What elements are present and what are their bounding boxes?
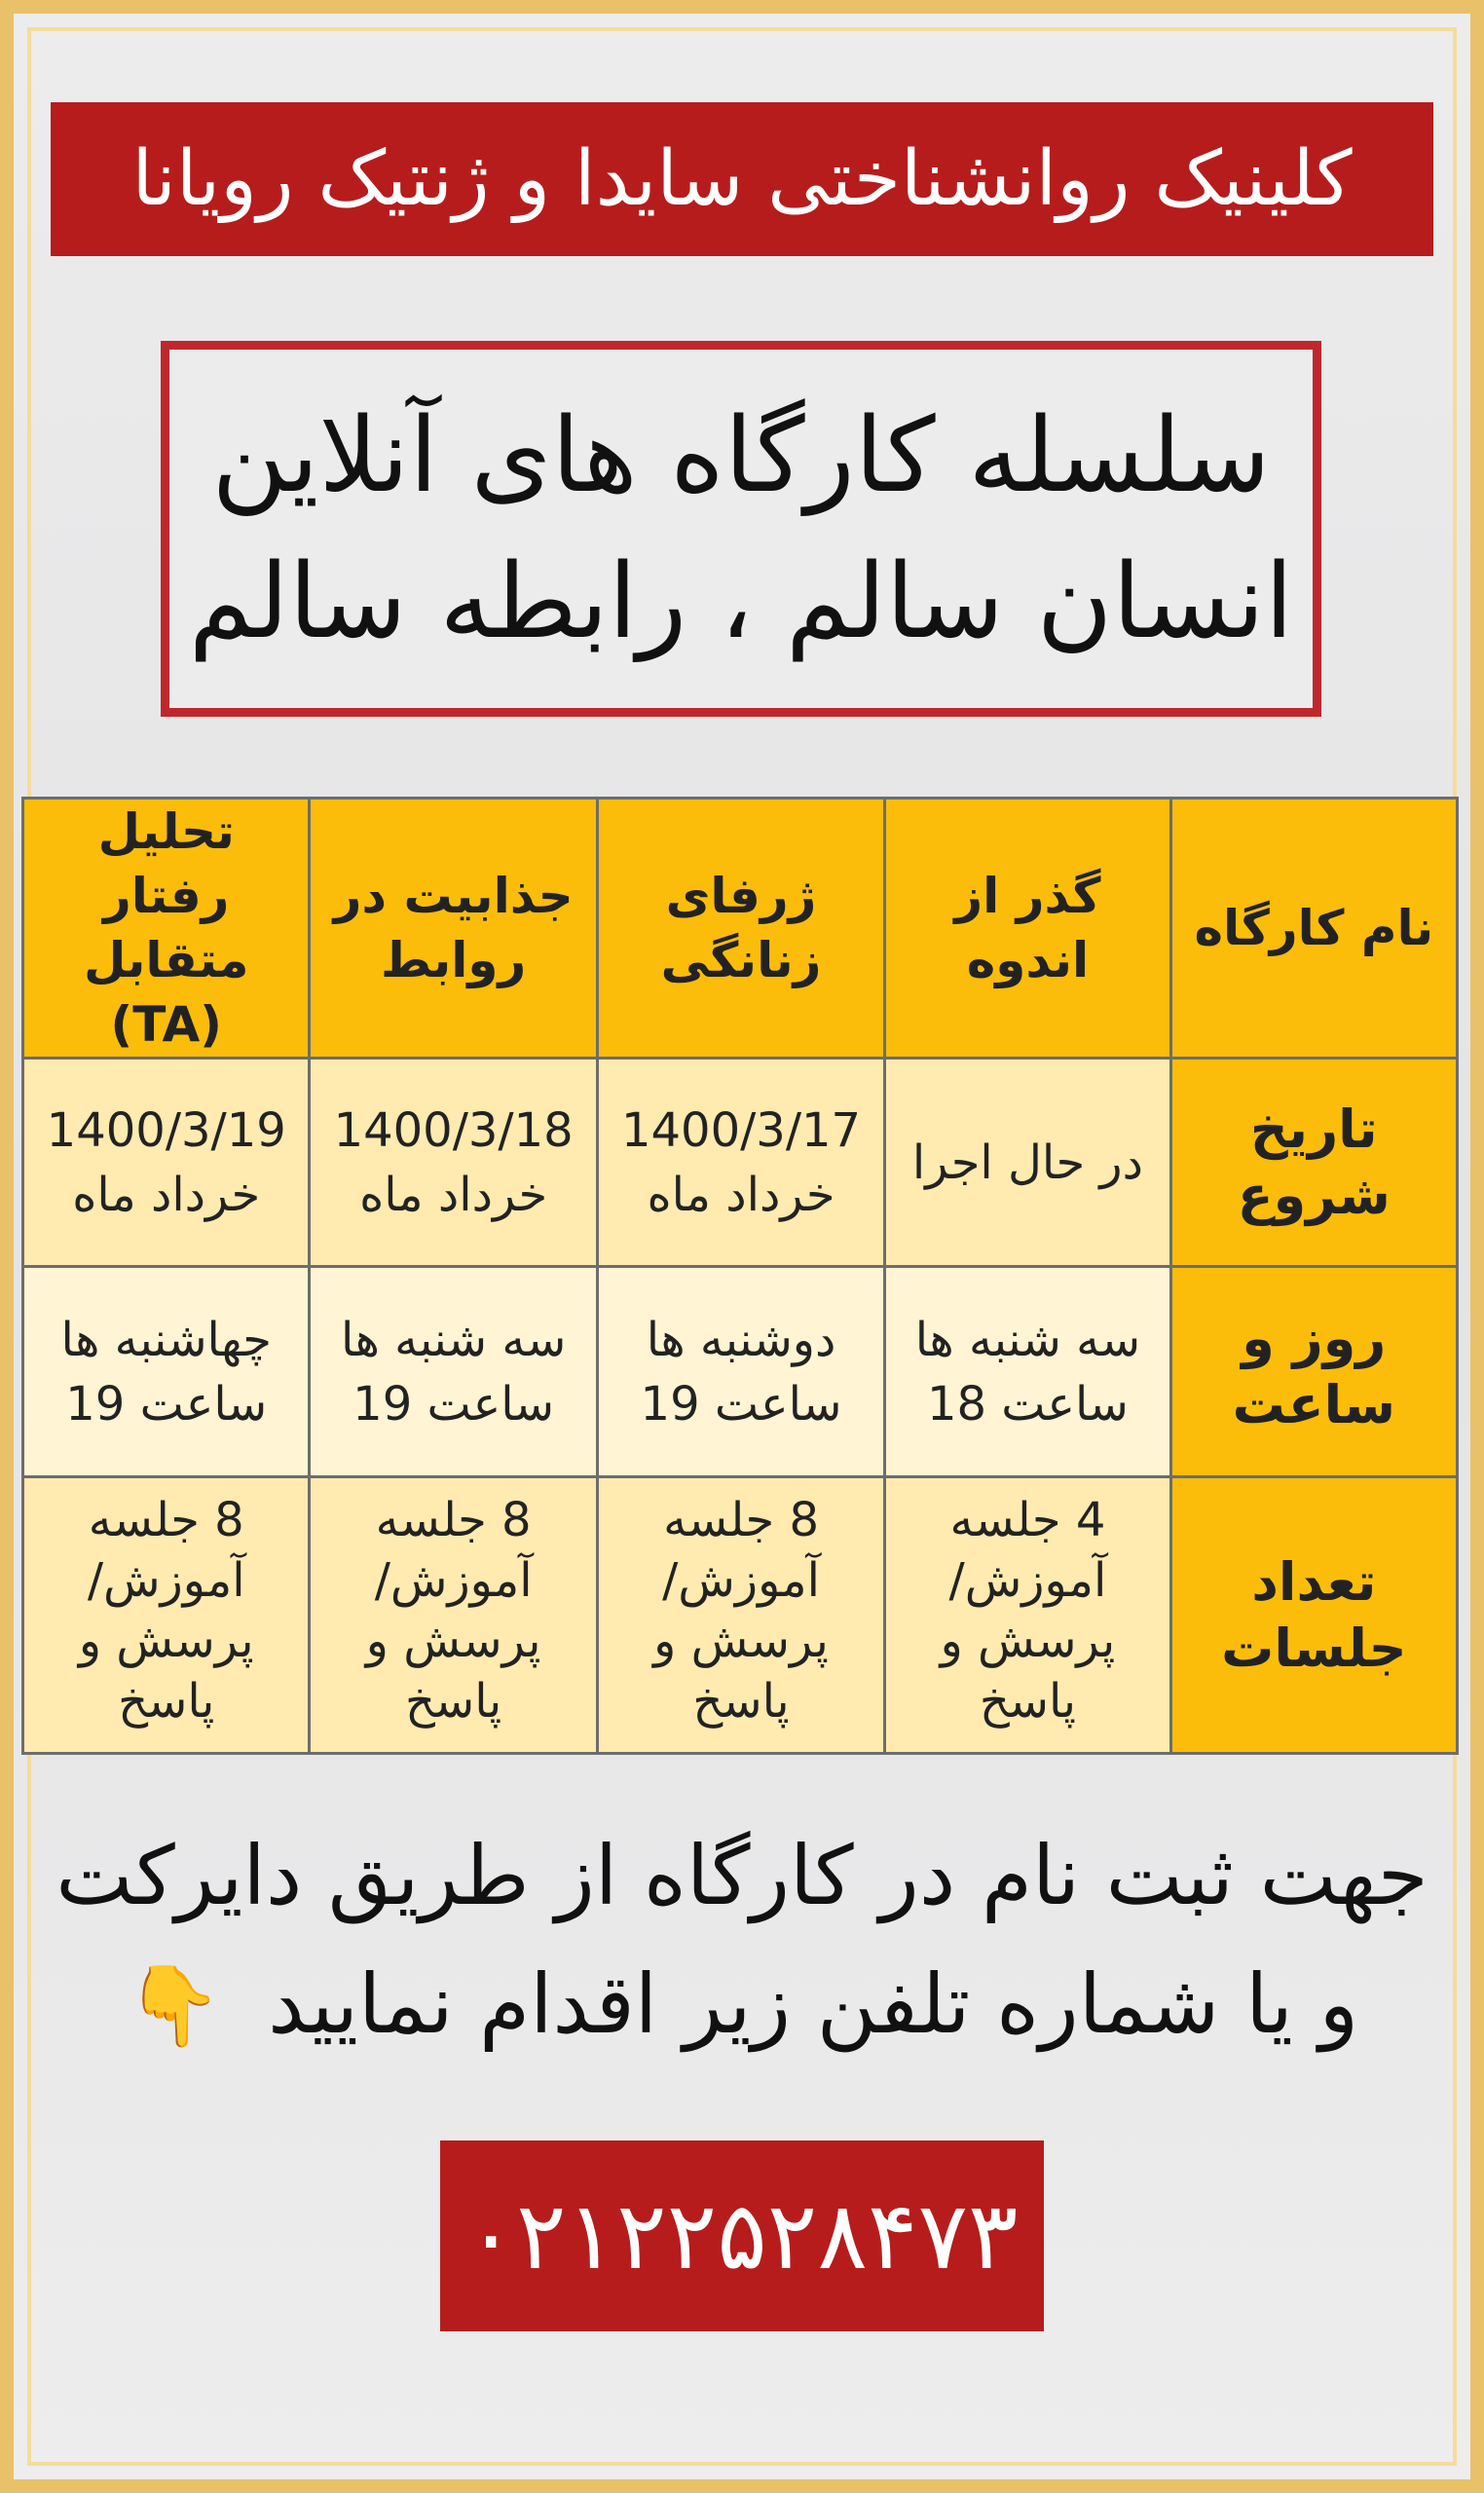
start-date-cell: در حال اجرا [885, 1059, 1170, 1267]
table-row-workshop-name [23, 799, 1458, 1059]
clinic-name: کلینیک روانشناختی سایدا و ژنتیک رویانا [131, 135, 1353, 223]
start-date-cell: 1400/3/17 خرداد ماه [597, 1059, 884, 1267]
day-time-cell: سه شنبه ها ساعت 19 [310, 1267, 597, 1477]
registration-line-2: و یا شماره تلفن زیر اقدام نمایید [268, 1956, 1359, 2052]
row-header-day-time: روز و ساعت [1170, 1267, 1457, 1477]
phone-number[interactable]: ۰۲۱۲۲۵۲۸۴۷۳ [465, 2181, 1019, 2290]
registration-line-1: جهت ثبت نام در کارگاه از طریق دایرکت [56, 1828, 1428, 1923]
sessions-cell: 8 جلسه آموزش/ پرسش و پاسخ [310, 1477, 597, 1754]
day-time-cell: چهاشنبه ها ساعت 19 [23, 1267, 310, 1477]
table-row-sessions [23, 1477, 1458, 1754]
workshop-name-cell: گذر از اندوه [885, 799, 1170, 1059]
title-line-1: سلسله کارگاه های آنلاین [211, 395, 1271, 515]
row-header-sessions: تعداد جلسات [1170, 1477, 1457, 1754]
day-time-cell: سه شنبه ها ساعت 18 [885, 1267, 1170, 1477]
table-row-day-time [23, 1267, 1458, 1477]
table-row-start-date [23, 1059, 1458, 1267]
phone-number-box[interactable] [440, 2140, 1044, 2331]
start-date-cell: 1400/3/18 خرداد ماه [310, 1059, 597, 1267]
row-header-start-date: تاریخ شروع [1170, 1059, 1457, 1267]
title-line-2: انسان سالم ، رابطه سالم [188, 541, 1294, 661]
clinic-name-banner [51, 102, 1433, 256]
start-date-cell: 1400/3/19 خرداد ماه [23, 1059, 310, 1267]
sessions-cell: 4 جلسه آموزش/ پرسش و پاسخ [885, 1477, 1170, 1754]
workshop-name-cell: تحلیل رفتار متقابل (TA) [23, 799, 310, 1059]
pointing-down-hand-icon: 👇 [125, 1960, 223, 2051]
registration-instructions [29, 1811, 1455, 2070]
sessions-cell: 8 جلسه آموزش/ پرسش و پاسخ [23, 1477, 310, 1754]
workshop-name-cell: جذابیت در روابط [310, 799, 597, 1059]
workshop-schedule-table [21, 797, 1459, 1755]
workshop-series-title [161, 341, 1321, 717]
day-time-cell: دوشنبه ها ساعت 19 [597, 1267, 884, 1477]
workshop-name-cell: ژرفای زنانگی [597, 799, 884, 1059]
registration-line-2-wrap [29, 1940, 1455, 2070]
row-header-workshop-name: نام کارگاه [1170, 799, 1457, 1059]
sessions-cell: 8 جلسه آموزش/ پرسش و پاسخ [597, 1477, 884, 1754]
